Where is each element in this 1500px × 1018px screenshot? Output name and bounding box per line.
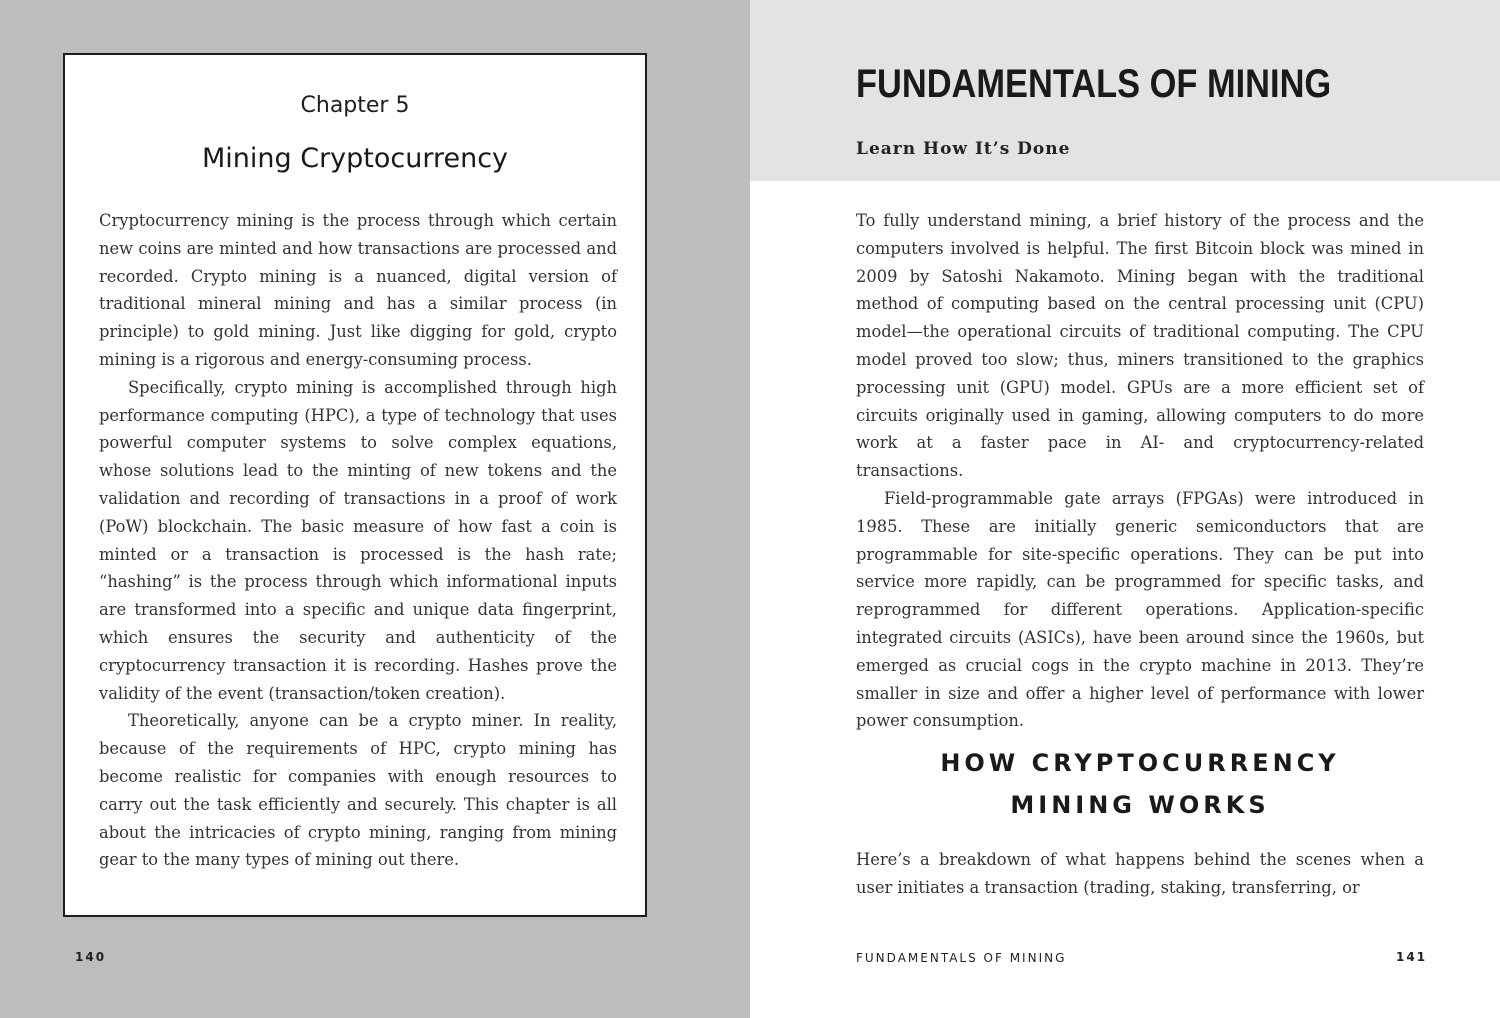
paragraph: Field-programmable gate arrays (FPGAs) were introduced in 1985. These are initially generic semiconductors that are programmable for site-specific operations. They can be put into service more rapidly, can be programmed for specific tasks, and reprogrammed for different operations. Application-specific integrated circuits (ASICs), have been around since the 1960s, but emerged as crucial cogs in the crypto machine in 2013. They’re smaller in size and offer a higher level of performance with lower power consumption.: [856, 488, 1424, 731]
section-subtitle: Learn How It’s Done: [856, 139, 1071, 159]
paragraph: Here’s a breakdown of what happens behind the scenes when a user initiates a transaction (trading, staking, transferring, or: [856, 850, 1424, 897]
running-head: FUNDAMENTALS OF MINING: [856, 951, 1067, 965]
paragraph: Specifically, crypto mining is accomplished through high performance computing (HPC), a type of technology that uses powerful computer systems to solve complex equations, whose solutions lead to the minting of new tokens and the validation and recording of transactions in a proof of work (PoW) blockchain. The basic measure of how fast a coin is minted or a transaction is processed is the hash rate; “hashing” is the process through which informational inputs are transformed into a specific and unique data fingerprint, which ensures the security and authenticity of the cryptocurrency transaction it is recording. Hashes prove the validity of the event (transaction/token creation).: [99, 377, 617, 703]
paragraph: Theoretically, anyone can be a crypto miner. In reality, because of the requirements of HPC, crypto mining has become realistic for companies with enough resources to carry out the task efficiently and securely. This chapter is all about the intricacies of crypto mining, ranging from mining gear to the many types of mining out there.: [99, 711, 617, 870]
subsection-heading-line: MINING WORKS: [1010, 791, 1270, 819]
chapter-intro-text: [99, 207, 617, 874]
subsection-heading-line: HOW CRYPTOCURRENCY: [940, 749, 1340, 777]
paragraph: To fully understand mining, a brief history of the process and the computers involved is helpful. The first Bitcoin block was mined in 2009 by Satoshi Nakamoto. Mining began with the traditional method of computing based on the central processing unit (CPU) model—the operational circuits of traditional computing. The CPU model proved too slow; thus, miners transitioned to the graphics processing unit (GPU) model. GPUs are a more efficient set of circuits originally used in gaming, allowing computers to do more work at a faster pace in AI- and cryptocurrency-related transactions.: [856, 211, 1424, 481]
subsection-body-text: [856, 846, 1424, 902]
section-title: FUNDAMENTALS OF MINING: [856, 62, 1332, 106]
right-page: [750, 0, 1500, 1018]
chapter-opener-box: [63, 53, 647, 917]
chapter-label: Chapter 5: [300, 93, 410, 118]
chapter-title: Mining Cryptocurrency: [201, 143, 509, 174]
section-body-text: [856, 207, 1424, 735]
subsection-heading: [856, 742, 1424, 826]
page-number-left: 140: [75, 950, 107, 964]
paragraph: Cryptocurrency mining is the process through which certain new coins are minted and how transactions are processed and recorded. Crypto mining is a nuanced, digital version of traditional mineral mining and has a similar process (in principle) to gold mining. Just like digging for gold, crypto mining is a rigorous and energy-consuming process.: [99, 211, 617, 369]
page-number-right: 141: [1396, 950, 1428, 964]
